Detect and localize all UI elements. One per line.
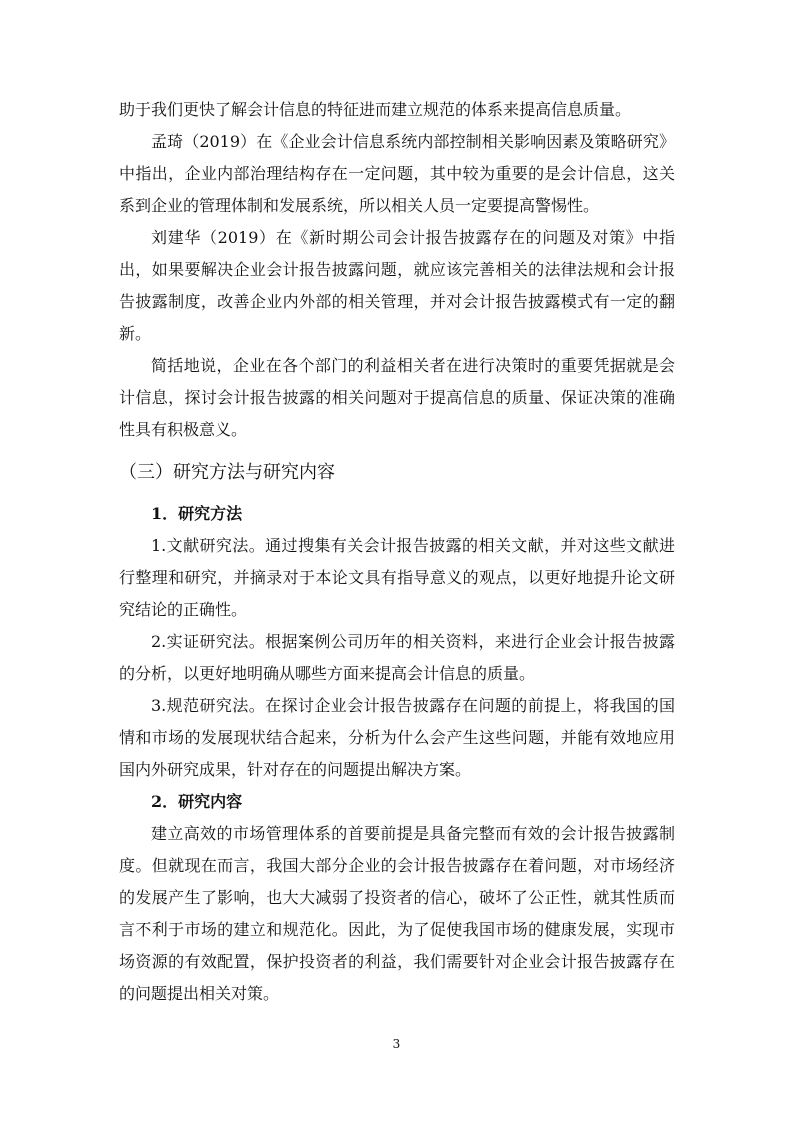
paragraph-method-normative: 3.规范研究法。在探讨企业会计报告披露存在问题的前提上，将我国的国情和市场的发展现状结合起来，分析为什么会产生这些问题，并能有效地应用国内外研究成果，针对存在的问题提出解决方案。 bbox=[119, 696, 675, 779]
subsection-heading-methods: 1．研究方法 bbox=[151, 504, 243, 523]
paragraph-summary: 简括地说，企业在各个部门的利益相关者在进行决策时的重要凭据就是会计信息，探讨会计报告披露的相关问题对于提高信息的质量、保证决策的准确性具有积极意义。 bbox=[119, 356, 675, 439]
subsection-heading-content: 2．研究内容 bbox=[151, 792, 243, 811]
paragraph-liujianhua: 刘建华（2019）在《新时期公司会计报告披露存在的问题及对策》中指出，如果要解决企业会计报告披露问题，就应该完善相关的法律法规和会计报告披露制度，改善企业内外部的相关管理，并对会计报告披露模式有一定的翻新。 bbox=[119, 228, 675, 343]
paragraph-method-empirical: 2.实证研究法。根据案例公司历年的相关资料，来进行企业会计报告披露的分析，以更好地明确从哪些方面来提高会计信息的质量。 bbox=[119, 632, 675, 683]
paragraph-research-content: 建立高效的市场管理体系的首要前提是具备完整而有效的会计报告披露制度。但就现在而言，我国大部分企业的会计报告披露存在着问题，对市场经济的发展产生了影响，也大大减弱了投资者的信心，破坏了公正性，就其性质而言不利于市场的建立和规范化。因此，为了促使我国市场的健康发展，实现市场资源的有效配置，保护投资者的利益，我们需要针对企业会计报告披露存在的问题提出相关对策。 bbox=[119, 824, 675, 1003]
page-body bbox=[119, 94, 675, 1010]
section-heading: （三）研究方法与研究内容 bbox=[119, 462, 335, 483]
paragraph-method-literature: 1.文献研究法。通过搜集有关会计报告披露的相关文献，并对这些文献进行整理和研究，并摘录对于本论文具有指导意义的观点，以更好地提升论文研究结论的正确性。 bbox=[119, 536, 675, 619]
paragraph-mengqi: 孟琦（2019）在《企业会计信息系统内部控制相关影响因素及策略研究》中指出，企业内部治理结构存在一定问题，其中较为重要的是会计信息，这关系到企业的管理体制和发展系统，所以相关人员一定要提高警惕性。 bbox=[119, 132, 675, 215]
page-number: 3 bbox=[392, 1037, 401, 1051]
paragraph-continued: 助于我们更快了解会计信息的特征进而建立规范的体系来提高信息质量。 bbox=[119, 100, 632, 119]
